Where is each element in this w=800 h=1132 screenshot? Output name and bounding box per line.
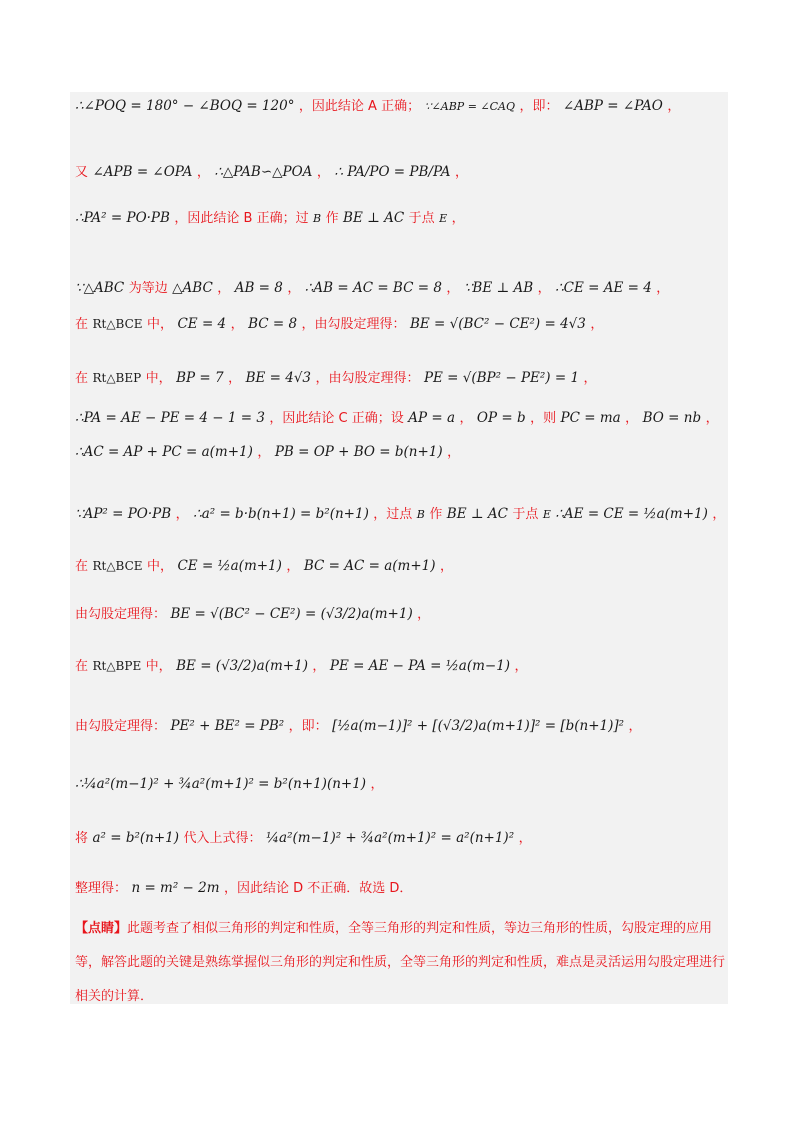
math-expression: BE ⊥ AC [343, 210, 405, 226]
math-expression: BE = 4√3 [245, 370, 312, 386]
text-segment: 作 [325, 211, 339, 226]
math-expression: ∵BE ⊥ AB [463, 280, 534, 296]
text-segment: ， [316, 165, 330, 180]
text-segment: ， [459, 411, 473, 426]
text-segment: 又 [75, 165, 89, 180]
math-expression: ∠APB = ∠OPA [92, 164, 193, 180]
text-segment: ，由勾股定理得： [301, 317, 406, 332]
solution-line-3 [75, 208, 465, 229]
solution-line-16 [75, 878, 412, 899]
math-expression: B [416, 508, 425, 521]
solution-line-14 [75, 774, 384, 795]
text-segment: ， [230, 317, 244, 332]
math-expression: Rt△BCE [92, 559, 143, 573]
math-expression: CE = ½a(m+1) [177, 558, 282, 574]
math-expression: BC = 8 [248, 316, 298, 332]
math-expression: PE² + BE² = PB² [170, 718, 285, 734]
math-expression: ∴a² = b·b(n+1) = b²(n+1) [193, 506, 369, 522]
math-expression: ∴∠POQ = 180° − ∠BOQ = 120° [75, 98, 295, 114]
text-segment: 代入上式得： [183, 831, 262, 846]
text-segment: ， [705, 411, 719, 426]
math-expression: ∴AC = AP + PC = a(m+1) [75, 444, 253, 460]
text-segment: ， [656, 281, 670, 296]
math-expression: CE = 4 [177, 316, 227, 332]
math-expression: OP = b [476, 410, 526, 426]
text-segment: ， [514, 659, 528, 674]
math-expression: BE ⊥ AC [446, 506, 508, 522]
solution-line-5 [75, 314, 603, 335]
text-segment: ， [287, 281, 301, 296]
math-expression: BE = √(BC² − CE²) = 4√3 [409, 316, 586, 332]
text-segment: 为等边 [128, 281, 168, 296]
text-segment: 于点 [408, 211, 435, 226]
math-expression: ∠ABP = ∠PAO [562, 98, 663, 114]
math-expression: ∴△PAB∽△POA [214, 164, 313, 180]
text-segment: 在 [75, 559, 89, 574]
text-segment: 中， [145, 371, 172, 386]
math-expression: ∴ PA/PO = PB/PA [334, 164, 451, 180]
math-expression: Rt△BEP [92, 371, 142, 385]
text-segment: ， [518, 831, 532, 846]
solution-line-10 [75, 556, 453, 577]
text-segment: ，因此结论 A 正确； [298, 99, 421, 114]
text-segment: 将 [75, 831, 89, 846]
text-segment: 整理得： [75, 881, 128, 896]
math-expression: PE = AE − PA = ½a(m−1) [329, 658, 511, 674]
text-segment: ， [455, 165, 469, 180]
text-segment: ， [447, 445, 461, 460]
text-segment: 中， [145, 659, 172, 674]
text-segment: ， [590, 317, 604, 332]
math-expression: B [313, 212, 322, 225]
text-segment: ， [712, 507, 726, 522]
math-expression: a² = b²(n+1) [92, 830, 180, 846]
text-segment: 作 [429, 507, 443, 522]
text-segment: ，则 [530, 411, 557, 426]
text-segment: ，过点 [373, 507, 413, 522]
text-segment: 中， [147, 559, 174, 574]
text-segment: ，因此结论 C 正确；设 [269, 411, 404, 426]
text-segment: ， [446, 281, 460, 296]
math-expression: ∴CE = AE = 4 [555, 280, 652, 296]
solution-line-9 [75, 504, 725, 525]
math-expression: E [439, 212, 448, 225]
text-segment: ， [370, 777, 384, 792]
text-segment: ， [625, 411, 639, 426]
solution-line-4 [75, 278, 669, 299]
text-segment: ， [286, 559, 300, 574]
text-segment: ，即： [519, 99, 559, 114]
math-expression: n = m² − 2m [131, 880, 220, 896]
note-label: 【点睛】 [75, 921, 128, 936]
solution-line-11 [75, 604, 430, 625]
solution-line-15 [75, 828, 532, 849]
math-expression: BP = 7 [176, 370, 224, 386]
math-expression: ∵∠ABP = ∠CAQ [424, 100, 515, 113]
math-expression: Rt△BPE [92, 659, 142, 673]
solution-line-6 [75, 368, 597, 389]
text-segment: ， [537, 281, 551, 296]
text-segment: 于点 [512, 507, 539, 522]
text-segment: ，因此结论 B 正确；过 [174, 211, 309, 226]
math-expression: AP = a [408, 410, 455, 426]
math-expression: BC = AC = a(m+1) [303, 558, 436, 574]
math-expression: ∴AE = CE = ½a(m+1) [555, 506, 708, 522]
text-segment: ， [417, 607, 431, 622]
math-expression: [½a(m−1)]² + [(√3/2)a(m+1)]² = [b(n+1)]² [332, 718, 625, 734]
text-segment: 由勾股定理得： [75, 719, 167, 734]
math-expression: BE = √(BC² − CE²) = (√3/2)a(m+1) [170, 606, 413, 622]
math-expression: PE = √(BP² − PE²) = 1 [423, 370, 580, 386]
math-expression: PC = ma [560, 410, 621, 426]
math-expression: △ABC [172, 280, 213, 296]
text-segment: ， [196, 165, 210, 180]
text-segment: ， [217, 281, 231, 296]
solution-line-1 [75, 96, 680, 117]
text-segment: ， [228, 371, 242, 386]
text-segment: ， [628, 719, 642, 734]
solution-line-12 [75, 656, 528, 677]
text-segment: ，即： [288, 719, 328, 734]
math-expression: ∴PA² = PO·PB [75, 210, 170, 226]
math-expression: BO = nb [642, 410, 702, 426]
math-expression: ¼a²(m−1)² + ¾a²(m+1)² = a²(n+1)² [265, 830, 515, 846]
math-expression: ∴PA = AE − PE = 4 − 1 = 3 [75, 410, 265, 426]
solution-line-7 [75, 408, 719, 429]
key-point-note [75, 912, 727, 1014]
text-segment: 由勾股定理得： [75, 607, 167, 622]
text-segment: ， [257, 445, 271, 460]
solution-line-8 [75, 442, 460, 463]
math-expression: E [542, 508, 551, 521]
text-segment: 在 [75, 659, 89, 674]
text-segment: ， [451, 211, 465, 226]
math-expression: ∵AP² = PO·PB [75, 506, 172, 522]
text-segment: ， [583, 371, 597, 386]
text-segment: ， [667, 99, 681, 114]
solution-line-2 [75, 162, 468, 183]
math-expression: Rt△BCE [92, 317, 143, 331]
math-expression: AB = 8 [234, 280, 283, 296]
text-segment: ，因此结论 D 不正确．故选 D． [224, 881, 413, 896]
math-expression: ∴AB = AC = BC = 8 [304, 280, 442, 296]
text-segment: 在 [75, 371, 89, 386]
math-expression: ∵△ABC [75, 280, 125, 296]
text-segment: ， [312, 659, 326, 674]
math-expression: BE = (√3/2)a(m+1) [176, 658, 308, 674]
text-segment: 在 [75, 317, 89, 332]
text-segment: 中， [147, 317, 174, 332]
note-text: 此题考查了相似三角形的判定和性质，全等三角形的判定和性质，等边三角形的性质，勾股定理的应用等，解答此题的关键是熟练掌握似三角形的判定和性质，全等三角形的判定和性质，难点是灵活运用勾股定理进行相关的计算． [75, 921, 726, 1004]
math-expression: PB = OP + BO = b(n+1) [274, 444, 443, 460]
math-expression: ∴¼a²(m−1)² + ¾a²(m+1)² = b²(n+1)(n+1) [75, 776, 367, 792]
text-segment: ， [175, 507, 189, 522]
text-segment: ， [439, 559, 453, 574]
text-segment: ，由勾股定理得： [315, 371, 420, 386]
solution-line-13 [75, 716, 642, 737]
